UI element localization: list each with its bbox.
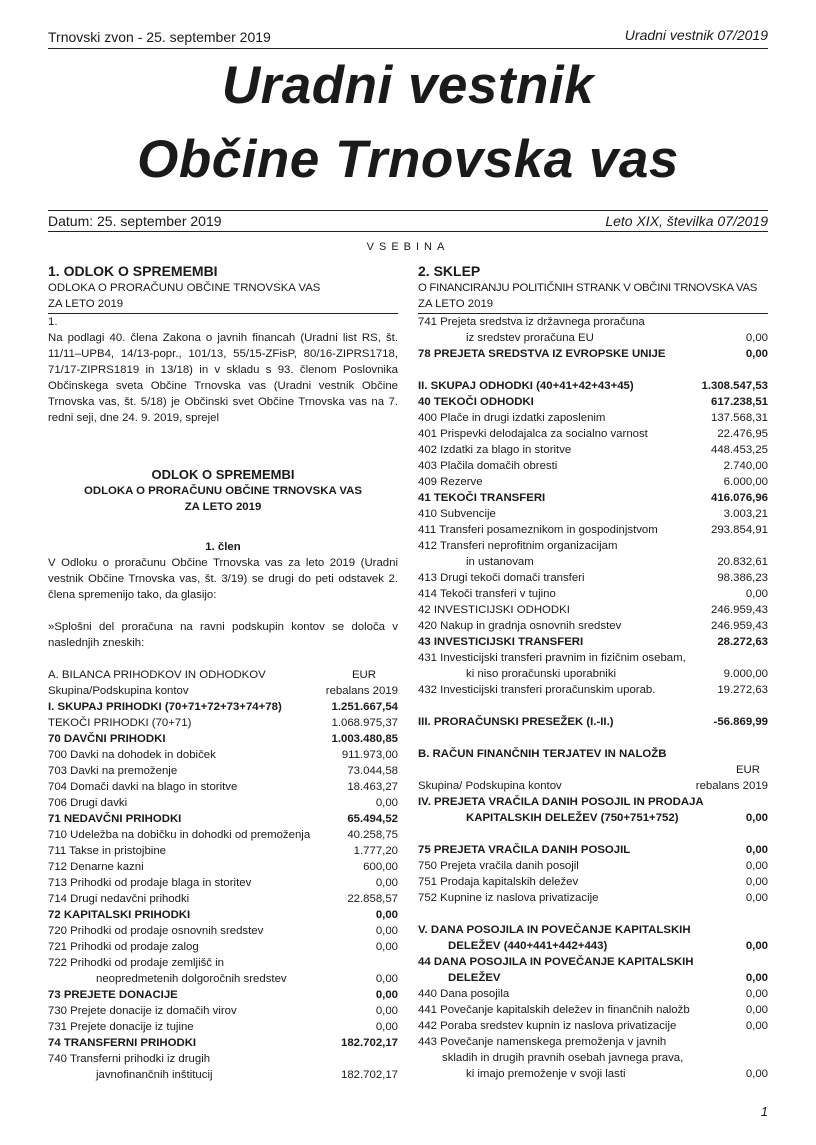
- row-443-line1: 443 Povečanje namenskega premoženja v javnih: [418, 1036, 667, 1048]
- row-740-line2: javnofinančnih inštitucij: [96, 1069, 213, 1081]
- budget-row-label: 710 Udeležba na dobičku in dohodki od premoženja: [48, 829, 311, 841]
- right-budget-rows-b: [418, 570, 768, 650]
- row-722-value: 0,00: [375, 973, 398, 985]
- odlok-subtitle-2: ZA LETO 2019: [184, 501, 262, 513]
- racun-heading: B. RAČUN FINANČNIH TERJATEV IN NALOŽB: [418, 748, 667, 760]
- row-iv-line1: IV. PREJETA VRAČILA DANIH POSOJIL IN PRODAJA: [418, 796, 704, 808]
- odlok-subtitle-1: ODLOKA O PRORAČUNU OBČINE TRNOVSKA VAS: [83, 485, 363, 497]
- section-1-subtitle-2: ZA LETO 2019: [48, 296, 398, 314]
- budget-row-value: 0,00: [745, 844, 768, 856]
- masthead-line-1: Uradni vestnik: [221, 56, 595, 115]
- row-iv-line2: KAPITALSKIH DELEŽEV (750+751+752): [466, 812, 679, 824]
- row-443-line3: ki imajo premoženje v svoji lasti: [466, 1068, 626, 1080]
- budget-row-value: 0,00: [745, 892, 768, 904]
- budget-row-value: 0,00: [375, 941, 398, 953]
- budget-row-value: 911.973,00: [341, 749, 398, 761]
- row-iv-value: 0,00: [745, 812, 768, 824]
- row-412-line1: 412 Transferi neprofitnim organizacijam: [418, 540, 618, 552]
- row-presezek: [418, 714, 768, 730]
- budget-row-label: 401 Prispevki delodajalca za socialno varnost: [418, 428, 648, 440]
- racun-currency: EUR: [735, 764, 760, 776]
- budget-row: [48, 747, 398, 763]
- budget-row-value: 22.476,95: [717, 428, 768, 440]
- budget-row-value: 0,00: [375, 797, 398, 809]
- publication-source: Trnovski zvon - 25. september 2019: [48, 29, 271, 45]
- issue-number: Leto XIX, številka 07/2019: [605, 213, 768, 229]
- budget-row-label: 400 Plače in drugi izdatki zaposlenim: [418, 412, 606, 424]
- budget-row-label: 700 Davki na dohodek in dobiček: [48, 749, 216, 761]
- masthead-line-2: Občine Trnovska vas: [137, 130, 679, 189]
- budget-row-label: 712 Denarne kazni: [48, 861, 144, 873]
- right-budget-rows-a: [418, 378, 768, 538]
- budget-row: [418, 506, 768, 522]
- budget-row: [48, 891, 398, 907]
- budget-row-value: 73.044,58: [347, 765, 398, 777]
- budget-row-value: 0,00: [745, 588, 768, 600]
- budget-row: [418, 490, 768, 506]
- publication-issue-ref: Uradni vestnik 07/2019: [624, 27, 768, 43]
- row-431-line1: 431 Investicijski transferi pravnim in fizičnim osebam,: [418, 652, 686, 664]
- budget-row: [418, 1002, 768, 1018]
- intro-paragraph: Na podlagi 40. člena Zakona o javnih financah (Uradni list RS, št. 11/11–UPB4, 14/13-popr., 101/13, 55/15-ZFisP, 80/16-ZIPRS1718, 71/17-ZIPRS1819 in 13/18) in v skladu s 93. členom Poslovnika Občinskega sveta Občine Trnovska vas (Uradni vestnik Občine Trnovska vas, št. 5/18) je Občinski svet Občine Trnovska vas na 7. redni seji, dne 24. 9. 2019, sprejel: [48, 332, 398, 424]
- budget-row: [48, 779, 398, 795]
- row-431-line2: ki niso proračunski uporabniki: [466, 668, 617, 680]
- budget-row-value: 617.238,51: [710, 396, 768, 408]
- budget-row: [418, 618, 768, 634]
- right-budget-rows-c: [418, 842, 768, 906]
- budget-row: [418, 1018, 768, 1034]
- budget-row-value: 22.858,57: [347, 893, 398, 905]
- budget-row: [418, 394, 768, 410]
- budget-row-value: 3.003,21: [723, 508, 768, 520]
- row-412: [418, 554, 768, 570]
- budget-row-value: 65.494,52: [347, 813, 398, 825]
- budget-row-label: 714 Drugi nedavčni prihodki: [48, 893, 190, 905]
- budget-row: [48, 907, 398, 923]
- budget-row: [418, 986, 768, 1002]
- budget-row: [418, 602, 768, 618]
- right-budget-rows-d: [418, 986, 768, 1034]
- budget-row: [418, 442, 768, 458]
- budget-row-value: 1.251.667,54: [331, 701, 398, 713]
- budget-row: [48, 715, 398, 731]
- budget-row-value: 0,00: [375, 989, 398, 1001]
- budget-row-value: 1.308.547,53: [701, 380, 768, 392]
- row-722-line2: neopredmetenih dolgoročnih sredstev: [96, 973, 287, 985]
- budget-row-label: 72 KAPITALSKI PRIHODKI: [48, 909, 191, 921]
- budget-row-value: 98.386,23: [717, 572, 768, 584]
- left-column: [48, 262, 398, 1083]
- row-431-value: 9.000,00: [723, 668, 768, 680]
- budget-row-label: 413 Drugi tekoči domači transferi: [418, 572, 585, 584]
- budget-row-value: 28.272,63: [717, 636, 768, 648]
- budget-row-value: 137.568,31: [710, 412, 768, 424]
- budget-row-label: 403 Plačila domačih obresti: [418, 460, 558, 472]
- row-432-label: 432 Investicijski transferi proračunskim uporab.: [418, 684, 656, 696]
- budget-row: [418, 858, 768, 874]
- bilanca-currency: EUR: [351, 669, 376, 681]
- budget-row-value: 416.076,96: [710, 492, 768, 504]
- budget-row: [418, 586, 768, 602]
- row-iv: [418, 810, 768, 826]
- row-78: [418, 346, 768, 362]
- row-presezek-value: -56.869,99: [713, 716, 768, 728]
- row-412-value: 20.832,61: [717, 556, 768, 568]
- racun-skupina-rebalans: rebalans 2019: [695, 780, 768, 792]
- budget-row: [418, 634, 768, 650]
- budget-row-value: 2.740,00: [723, 460, 768, 472]
- budget-row-value: 0,00: [375, 909, 398, 921]
- budget-row-value: 0,00: [745, 988, 768, 1000]
- section-2-subtitle-1: O FINANCIRANJU POLITIČNIH STRANK V OBČINI TRNOVSKA VAS: [418, 282, 758, 294]
- budget-row: [48, 763, 398, 779]
- bilanca-header: [48, 667, 398, 683]
- budget-row-label: 720 Prihodki od prodaje osnovnih sredstev: [48, 925, 264, 937]
- top-header-bar: [48, 27, 768, 49]
- budget-row-label: 43 INVESTICIJSKI TRANSFERI: [418, 636, 584, 648]
- budget-row-label: I. SKUPAJ PRIHODKI (70+71+72+73+74+78): [48, 701, 282, 713]
- budget-row-label: 703 Davki na premoženje: [48, 765, 178, 777]
- row-432-value: 19.272,63: [717, 684, 768, 696]
- budget-row: [418, 842, 768, 858]
- skupina-label: Skupina/Podskupina kontov: [48, 685, 189, 697]
- row-44-value: 0,00: [745, 972, 768, 984]
- section-2-subtitle-2: ZA LETO 2019: [418, 296, 768, 314]
- budget-row-label: 706 Drugi davki: [48, 797, 128, 809]
- budget-row: [48, 1019, 398, 1035]
- section-1-number: 1.: [48, 316, 58, 328]
- page-number: 1: [760, 1104, 768, 1119]
- row-78-value: 0,00: [745, 348, 768, 360]
- budget-row-label: 441 Povečanje kapitalskih deležev in finančnih naložb: [418, 1004, 690, 1016]
- budget-row-value: 182.702,17: [340, 1037, 398, 1049]
- budget-row-value: 246.959,43: [710, 604, 768, 616]
- budget-row: [418, 458, 768, 474]
- left-budget-rows: [48, 699, 398, 955]
- budget-row-value: 0,00: [375, 1021, 398, 1033]
- budget-row-label: II. SKUPAJ ODHODKI (40+41+42+43+45): [418, 380, 634, 392]
- budget-row: [48, 795, 398, 811]
- budget-row-label: 711 Takse in pristojbine: [48, 845, 166, 857]
- row-740-value: 182.702,17: [340, 1069, 398, 1081]
- date-bar: [48, 210, 768, 232]
- row-443-line2: skladih in drugih pravnih osebah javnega prava,: [442, 1052, 684, 1064]
- racun-skupina-header: [418, 778, 768, 794]
- row-v-line2: DELEŽEV (440+441+442+443): [448, 940, 608, 952]
- budget-row-value: 0,00: [745, 1020, 768, 1032]
- section-1-subtitle-1: ODLOKA O PRORAČUNU OBČINE TRNOVSKA VAS: [48, 282, 321, 294]
- right-column: [418, 262, 768, 1082]
- row-44-line2: DELEŽEV: [448, 972, 501, 984]
- budget-row: [418, 522, 768, 538]
- budget-row: [48, 1003, 398, 1019]
- budget-row: [48, 875, 398, 891]
- row-741-line1: 741 Prejeta sredstva iz državnega proračuna: [418, 316, 645, 328]
- budget-row-value: 1.068.975,37: [331, 717, 398, 729]
- row-44: [418, 970, 768, 986]
- row-78-label: 78 PREJETA SREDSTVA IZ EVROPSKE UNIJE: [418, 348, 666, 360]
- budget-row-label: 71 NEDAVČNI PRIHODKI: [48, 813, 182, 825]
- budget-row-label: 75 PREJETA VRAČILA DANIH POSOJIL: [418, 844, 631, 856]
- budget-row-value: 1.777,20: [353, 845, 398, 857]
- budget-row-label: 731 Prejete donacije iz tujine: [48, 1021, 194, 1033]
- row-443-value: 0,00: [745, 1068, 768, 1080]
- section-2-title: 2. SKLEP: [418, 263, 481, 279]
- row-722: [48, 971, 398, 987]
- budget-row: [418, 874, 768, 890]
- budget-row-label: 713 Prihodki od prodaje blaga in storitev: [48, 877, 252, 889]
- budget-row-value: 18.463,27: [347, 781, 398, 793]
- budget-row-value: 0,00: [375, 877, 398, 889]
- budget-row-label: 41 TEKOČI TRANSFERI: [418, 492, 546, 504]
- budget-row-label: 411 Transferi posameznikom in gospodinjstvom: [418, 524, 658, 536]
- budget-row-value: 1.003.480,85: [331, 733, 398, 745]
- budget-row-value: 293.854,91: [710, 524, 768, 536]
- budget-row-value: 40.258,75: [347, 829, 398, 841]
- budget-row-label: 414 Tekoči transferi v tujino: [418, 588, 556, 600]
- budget-row: [418, 426, 768, 442]
- row-412-line2: in ustanovam: [466, 556, 534, 568]
- row-v-line1: V. DANA POSOJILA IN POVEČANJE KAPITALSKIH: [418, 924, 691, 936]
- budget-row: [418, 890, 768, 906]
- budget-row-label: 409 Rezerve: [418, 476, 483, 488]
- racun-skupina-label: Skupina/ Podskupina kontov: [418, 780, 562, 792]
- clen-heading: 1. člen: [205, 541, 241, 553]
- row-740: [48, 1067, 398, 1083]
- odlok-title: ODLOK O SPREMEMBI: [151, 467, 295, 482]
- budget-row-label: 42 INVESTICIJSKI ODHODKI: [418, 604, 570, 616]
- section-1-title: 1. ODLOK O SPREMEMBI: [48, 263, 218, 279]
- row-741: [418, 330, 768, 346]
- row-v: [418, 938, 768, 954]
- row-432: [418, 682, 768, 698]
- budget-row: [418, 410, 768, 426]
- budget-row-value: 600,00: [363, 861, 398, 873]
- clen-paragraph: V Odloku o proračunu Občine Trnovska vas za leto 2019 (Uradni vestnik Občine Trnovska vas, št. 3/19) se drugi do peti odstavek 2. člena spremenijo tako, da glasijo:: [48, 557, 398, 601]
- budget-row-label: 73 PREJETE DONACIJE: [48, 989, 178, 1001]
- row-presezek-label: III. PRORAČUNSKI PRESEŽEK (I.-II.): [418, 716, 614, 728]
- row-741-value: 0,00: [745, 332, 768, 344]
- budget-row: [418, 570, 768, 586]
- budget-row: [418, 378, 768, 394]
- budget-row: [48, 827, 398, 843]
- budget-row-value: 6.000,00: [723, 476, 768, 488]
- budget-row-value: 0,00: [745, 1004, 768, 1016]
- budget-row: [48, 987, 398, 1003]
- budget-row-value: 0,00: [375, 1005, 398, 1017]
- budget-row: [48, 923, 398, 939]
- budget-row-value: 0,00: [375, 925, 398, 937]
- budget-row-label: 440 Dana posojila: [418, 988, 510, 1000]
- contents-heading: VSEBINA: [366, 241, 450, 253]
- left-budget-rows-2: [48, 987, 398, 1051]
- row-740-line1: 740 Transferni prihodki iz drugih: [48, 1053, 211, 1065]
- budget-row: [48, 731, 398, 747]
- row-44-line1: 44 DANA POSOJILA IN POVEČANJE KAPITALSKIH: [418, 956, 694, 968]
- budget-row-label: 751 Prodaja kapitalskih deležev: [418, 876, 579, 888]
- budget-row-label: 410 Subvencije: [418, 508, 496, 520]
- row-722-line1: 722 Prihodki od prodaje zemljišč in: [48, 957, 225, 969]
- masthead: [48, 50, 768, 198]
- budget-row: [418, 474, 768, 490]
- budget-row: [48, 1035, 398, 1051]
- budget-row: [48, 939, 398, 955]
- budget-row: [48, 811, 398, 827]
- budget-row-label: 721 Prihodki od prodaje zalog: [48, 941, 199, 953]
- budget-row-label: 402 Izdatki za blago in storitve: [418, 444, 572, 456]
- budget-row-label: 704 Domači davki na blago in storitve: [48, 781, 238, 793]
- budget-row-label: 730 Prejete donacije iz domačih virov: [48, 1005, 237, 1017]
- budget-row: [48, 843, 398, 859]
- budget-row-value: 448.453,25: [710, 444, 768, 456]
- budget-row-label: 420 Nakup in gradnja osnovnih sredstev: [418, 620, 622, 632]
- budget-row-label: 750 Prejeta vračila danih posojil: [418, 860, 579, 872]
- budget-row-label: 74 TRANSFERNI PRIHODKI: [48, 1037, 197, 1049]
- issue-date: Datum: 25. september 2019: [48, 213, 222, 229]
- row-741-line2: iz sredstev proračuna EU: [466, 332, 594, 344]
- budget-row-label: TEKOČI PRIHODKI (70+71): [48, 717, 192, 729]
- budget-row-value: 246.959,43: [710, 620, 768, 632]
- row-431: [418, 666, 768, 682]
- skupina-header: [48, 683, 398, 699]
- budget-row: [48, 859, 398, 875]
- bilanca-label: A. BILANCA PRIHODKOV IN ODHODKOV: [48, 669, 266, 681]
- row-v-value: 0,00: [745, 940, 768, 952]
- splosni-paragraph: »Splošni del proračuna na ravni podskupin kontov se določa v naslednjih zneskih:: [48, 621, 398, 649]
- budget-row-label: 40 TEKOČI ODHODKI: [418, 396, 534, 408]
- row-443: [418, 1066, 768, 1082]
- budget-row-label: 70 DAVČNI PRIHODKI: [48, 733, 166, 745]
- budget-row-label: 442 Poraba sredstev kupnin iz naslova privatizacije: [418, 1020, 677, 1032]
- budget-row-value: 0,00: [745, 860, 768, 872]
- budget-row: [48, 699, 398, 715]
- budget-row-label: 752 Kupnine iz naslova privatizacije: [418, 892, 599, 904]
- skupina-rebalans: rebalans 2019: [325, 685, 398, 697]
- budget-row-value: 0,00: [745, 876, 768, 888]
